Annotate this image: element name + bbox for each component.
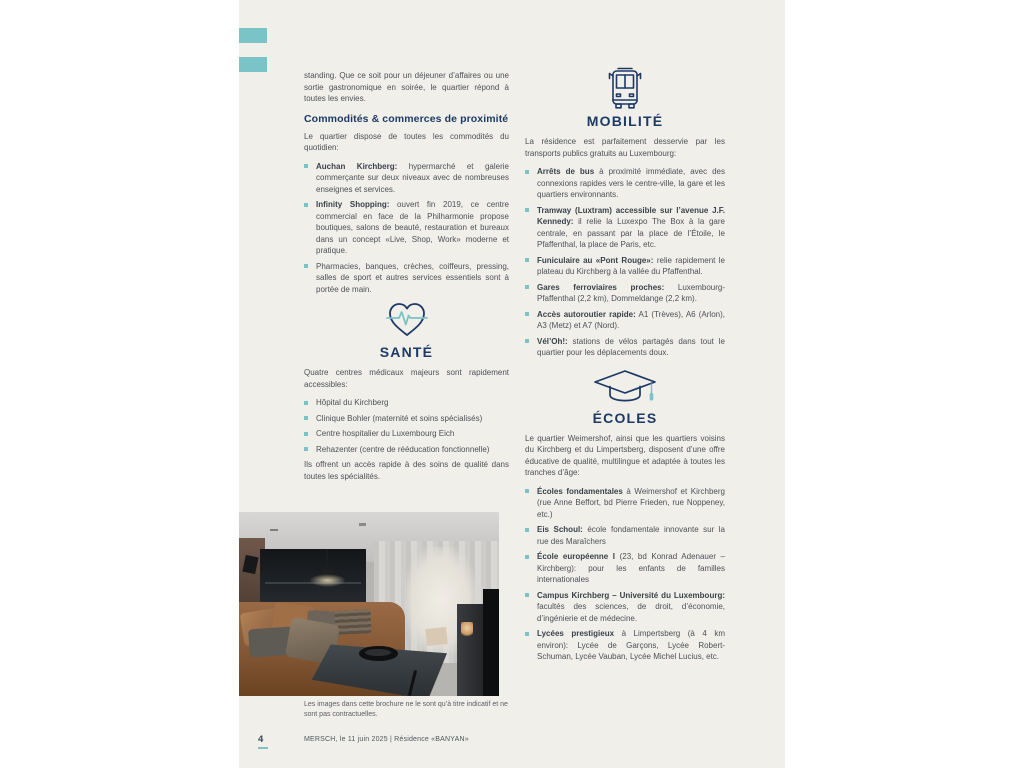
photo-pendant-wire [326,549,328,569]
bullet-square-icon [304,401,308,405]
list-item [525,166,725,201]
bullet-square-icon [304,164,308,168]
list-item [525,205,725,251]
page-number: 4 [258,734,264,745]
bullet-text: Centre hospitalier du Luxembourg Eich [316,429,455,438]
bullet-lead: Vél’Oh!: [537,336,568,346]
bullet-text: facultés des sciences, de droit, d’économie, d’ingénierie et de médecine. [537,602,725,623]
bullet-text: Pharmacies, banques, crèches, coiffeurs, pressing, salles de sport et autres services essentiels sont à portée de main. [316,261,509,294]
bullet-square-icon [304,264,308,268]
list-item [304,261,509,296]
bullet-square-icon [304,203,308,207]
brochure-page [239,0,785,768]
ecoles-title: ÉCOLES [592,409,658,426]
bullet-lead: Arrêts de bus [537,167,595,176]
list-item [525,524,725,547]
bullet-text: Hôpital du Kirchberg [316,398,389,407]
commodites-list [304,161,509,296]
bullet-square-icon [304,432,308,436]
bullet-text: à Limpertsberg (à 4 km environ): Lycée de Garçons, Lycée Robert-Schuman, Lycée Vauban, Lycée Michel Lucius, etc. [537,629,725,661]
bullet-lead: École européenne I [537,552,616,561]
page-number-underline [258,747,268,749]
bullet-square-icon [525,258,529,262]
footer-text: MERSCH, le 11 juin 2025 | Résidence «BANYAN» [304,736,469,743]
bullet-text: à proximité immédiate, avec des connexions rapides vers le centre-ville, la gare et les quartiers environnants. [537,167,725,199]
bullet-square-icon [525,170,529,174]
mobilite-list [525,166,725,359]
bus-icon [605,66,645,110]
bullet-text: stations de vélos partagés dans tout le quartier pour les déplacements doux. [537,336,725,357]
heart-pulse-icon [384,299,430,341]
bullet-lead: Écoles fondamentales [537,486,623,496]
photo-decor-box [425,627,447,646]
list-item [304,397,509,409]
photo-cushion [335,609,373,635]
photo-ceiling-spot [359,523,367,526]
list-item [525,628,725,663]
interior-photo [239,512,499,696]
bullet-text: à Weimershof et Kirchberg (rue Anne Beffort, bd Pierre Frieden, rue Noppeney, etc.) [537,486,725,519]
list-item [525,282,725,305]
bullet-text: (23, bd Konrad Adenauer – Kirchberg): pour les enfants de familles internationales [537,552,726,584]
bullet-square-icon [525,555,529,559]
bullet-lead: Gares ferroviaires proches: [537,282,665,292]
bullet-text: Clinique Bohler (maternité et soins spécialisés) [316,413,483,423]
sante-closing-paragraph: Ils offrent un accès rapide à des soins de qualité dans toutes les spécialités. [304,460,509,481]
bullet-square-icon [525,208,529,212]
bullet-square-icon [304,447,308,451]
bullet-lead: Accès autoroutier rapide: [537,309,636,319]
photo-caption: Les images dans cette brochure ne le sont qu’à titre indicatif et ne sont pas contractuelles. [304,701,508,718]
bullet-lead: Auchan Kirchberg: [316,161,398,171]
mobilite-icon-wrap [525,66,725,110]
ecoles-lead-paragraph: Le quartier Weimershof, ainsi que les quartiers voisins du Kirchberg et du Limpertsberg, disposent d’une offre éducative de qualité, multilingue et adaptée à toutes les tranches d’âge: [525,433,725,477]
right-column [525,62,725,667]
sante-icon-wrap [304,299,509,341]
ecoles-icon-wrap [525,369,725,407]
bullet-lead: Lycées prestigieux [537,629,615,638]
list-item [525,486,725,521]
left-column [304,70,509,489]
bullet-text: hypermarché et galerie commerçante sur deux niveaux avec de nombreuses enseignes et services. [316,161,509,194]
bullet-lead: Campus Kirchberg – Université du Luxembourg: [537,590,725,600]
photo-lamp-glow [461,622,473,637]
bullet-square-icon [525,312,529,316]
photo-pendant-glow [309,574,345,587]
bullet-text: A1 (Trèves), A6 (Arlon), A3 (Metz) et A7 (Nord). [537,309,725,330]
sante-lead-paragraph: Quatre centres médicaux majeurs sont rapidement accessibles: [304,368,509,389]
commodites-lead-paragraph: Le quartier dispose de toutes les commodités du quotidien: [304,131,509,152]
mobilite-lead-paragraph: La résidence est parfaitement desservie par les transports publics gratuits au Luxembourg: [525,137,725,158]
accent-block [239,57,267,72]
list-item [304,161,509,196]
bullet-text: relie rapidement le plateau du Kirchberg à la vallée du Pfaffenthal. [537,255,725,276]
bullet-square-icon [525,593,529,597]
ecoles-list [525,486,725,663]
intro-paragraph: standing. Que ce soit pour un déjeuner d’affaires ou une sortie gastronomique en soirée, le quartier répond à toutes les envies. [304,71,509,103]
list-item [304,428,509,440]
list-item [525,309,725,332]
sante-title: SANTÉ [379,344,434,360]
commodites-heading: Commodités & commerces de proximité [304,112,509,125]
list-item [525,590,725,625]
list-item [304,413,509,425]
list-item [304,199,509,257]
photo-ceiling-spot [270,529,278,532]
bullet-text: école fondamentale innovante sur la rue des Maraîchers [537,525,725,546]
bullet-lead: Tramway (Luxtram) accessible sur l’avenue J.F. Kennedy: [537,205,725,226]
bullet-text: il relie la Luxexpo The Box à la gare centrale, en passant par la place de l’Étoile, le Pfaffenthal, la place de Paris, etc. [537,217,725,249]
bullet-text: ouvert fin 2019, ce centre commercial en face de la Philharmonie propose boutiques, salons de beauté, restauration et bureaux dans un concept «Live, Shop, Work» moderne et pratique. [316,200,510,255]
bullet-lead: Eis Schoul: [537,525,583,534]
bullet-square-icon [304,416,308,420]
accent-block [239,28,267,43]
list-item [525,336,725,359]
bullet-square-icon [525,489,529,493]
list-item [304,444,509,456]
bullet-lead: Infinity Shopping: [316,200,390,209]
sante-list [304,397,509,455]
graduation-cap-icon [592,369,658,407]
list-item [525,255,725,278]
mobilite-title: MOBILITÉ [586,113,664,129]
bullet-square-icon [525,632,529,636]
bullet-lead: Funiculaire au «Pont Rouge»: [537,255,654,265]
bullet-text: Rehazenter (centre de rééducation fonctionnelle) [316,444,490,454]
bullet-square-icon [525,285,529,289]
bullet-text: Luxembourg-Pfaffenthal (2,2 km), Dommeldange (2,2 km). [537,282,726,303]
photo-tv-layer [483,589,499,696]
list-item [525,551,725,586]
bullet-square-icon [525,339,529,343]
bullet-square-icon [525,528,529,532]
